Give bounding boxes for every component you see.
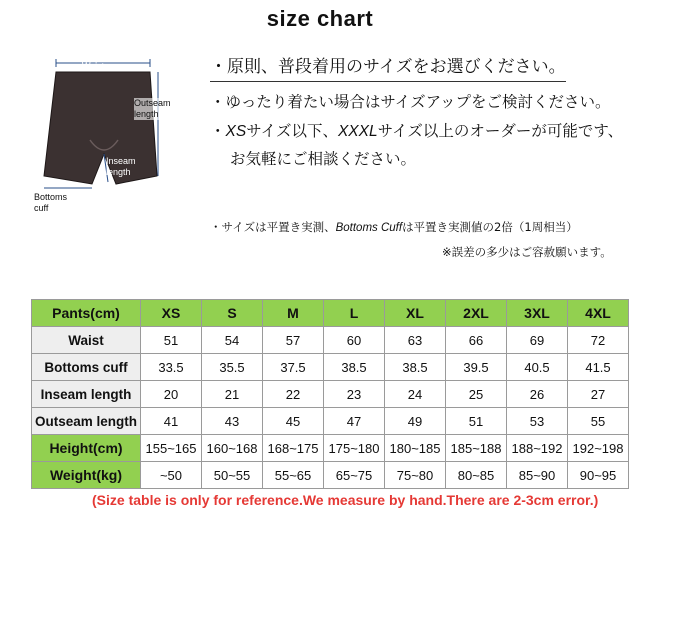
shorts-diagram-svg <box>30 56 210 226</box>
row-label-inseam-length: Inseam length <box>32 381 141 408</box>
note-size-principle: ・原則、普段着用のサイズをお選びください。 <box>210 56 566 82</box>
table-cell: 45 <box>263 408 324 435</box>
size-col-4xl: 4XL <box>568 300 629 327</box>
table-cell: 168~175 <box>263 435 324 462</box>
table-cell: 155~165 <box>141 435 202 462</box>
table-cell: 60 <box>324 327 385 354</box>
table-cell: 55~65 <box>263 462 324 489</box>
inseam-label: Inseam length <box>106 156 136 177</box>
table-cell: 185~188 <box>446 435 507 462</box>
table-row <box>32 408 629 435</box>
table-cell: 23 <box>324 381 385 408</box>
table-cell: 43 <box>202 408 263 435</box>
table-cell: 66 <box>446 327 507 354</box>
size-col-3xl: 3XL <box>507 300 568 327</box>
table-cell: 25 <box>446 381 507 408</box>
disclaimer-text: (Size table is only for reference.We measure by hand.There are 2-3cm error.) <box>92 492 599 508</box>
table-cell: 57 <box>263 327 324 354</box>
table-cell: 27 <box>568 381 629 408</box>
table-cell: 85~90 <box>507 462 568 489</box>
table-cell: 37.5 <box>263 354 324 381</box>
waist-label: Waist <box>82 61 105 71</box>
table-cell: 55 <box>568 408 629 435</box>
table-cell: 54 <box>202 327 263 354</box>
size-header-row <box>32 300 629 327</box>
table-cell: 20 <box>141 381 202 408</box>
table-cell: 41 <box>141 408 202 435</box>
table-cell: 21 <box>202 381 263 408</box>
table-cell: 35.5 <box>202 354 263 381</box>
row-label-height: Height(cm) <box>32 435 141 462</box>
table-cell: 51 <box>141 327 202 354</box>
table-row <box>32 462 629 489</box>
table-row <box>32 327 629 354</box>
table-cell: 63 <box>385 327 446 354</box>
table-row <box>32 435 629 462</box>
table-cell: 47 <box>324 408 385 435</box>
table-cell: 33.5 <box>141 354 202 381</box>
row-label-bottoms-cuff: Bottoms cuff <box>32 354 141 381</box>
size-col-2xl: 2XL <box>446 300 507 327</box>
size-col-m: M <box>263 300 324 327</box>
note-error-tolerance: ※誤差の多少はご容赦願います。 <box>442 245 612 259</box>
size-col-l: L <box>324 300 385 327</box>
table-cell: 26 <box>507 381 568 408</box>
row-label-outseam-length: Outseam length <box>32 408 141 435</box>
size-col-xl: XL <box>385 300 446 327</box>
table-cell: 39.5 <box>446 354 507 381</box>
table-cell: 24 <box>385 381 446 408</box>
table-cell: 90~95 <box>568 462 629 489</box>
outseam-label: Outseam length <box>134 98 184 120</box>
table-cell: 192~198 <box>568 435 629 462</box>
table-cell: 41.5 <box>568 354 629 381</box>
table-cell: 49 <box>385 408 446 435</box>
table-cell: 180~185 <box>385 435 446 462</box>
table-cell: 65~75 <box>324 462 385 489</box>
row-label-weight: Weight(kg) <box>32 462 141 489</box>
table-cell: 22 <box>263 381 324 408</box>
table-cell: 80~85 <box>446 462 507 489</box>
size-col-xs: XS <box>141 300 202 327</box>
table-row <box>32 381 629 408</box>
bottoms-cuff-label: Bottoms cuff <box>34 192 68 213</box>
notes-block <box>210 56 690 171</box>
row-label-waist: Waist <box>32 327 141 354</box>
table-cell: 40.5 <box>507 354 568 381</box>
table-cell: 69 <box>507 327 568 354</box>
table-cell: 38.5 <box>385 354 446 381</box>
size-table <box>31 299 629 489</box>
note-size-up: ・ゆったり着たい場合はサイズアップをご検討ください。 <box>210 92 611 111</box>
table-cell: 51 <box>446 408 507 435</box>
size-col-s: S <box>202 300 263 327</box>
note-measurement-method: ・サイズは平置き実測、Bottoms Cuffは平置き実測値の2倍（1周相当） <box>210 220 578 234</box>
table-cell: 75~80 <box>385 462 446 489</box>
table-cell: 53 <box>507 408 568 435</box>
table-row <box>32 354 629 381</box>
shorts-measurement-diagram <box>30 56 210 226</box>
note-contact: お気軽にご相談ください。 <box>230 150 417 169</box>
size-table-corner: Pants(cm) <box>32 300 141 327</box>
table-cell: 38.5 <box>324 354 385 381</box>
note-custom-order: ・XSサイズ以下、XXXLサイズ以上のオーダーが可能です、 <box>210 122 624 141</box>
table-cell: 188~192 <box>507 435 568 462</box>
table-cell: 175~180 <box>324 435 385 462</box>
table-cell: 50~55 <box>202 462 263 489</box>
page-title: size chart <box>266 6 374 31</box>
table-cell: 72 <box>568 327 629 354</box>
table-cell: 160~168 <box>202 435 263 462</box>
table-cell: ~50 <box>141 462 202 489</box>
